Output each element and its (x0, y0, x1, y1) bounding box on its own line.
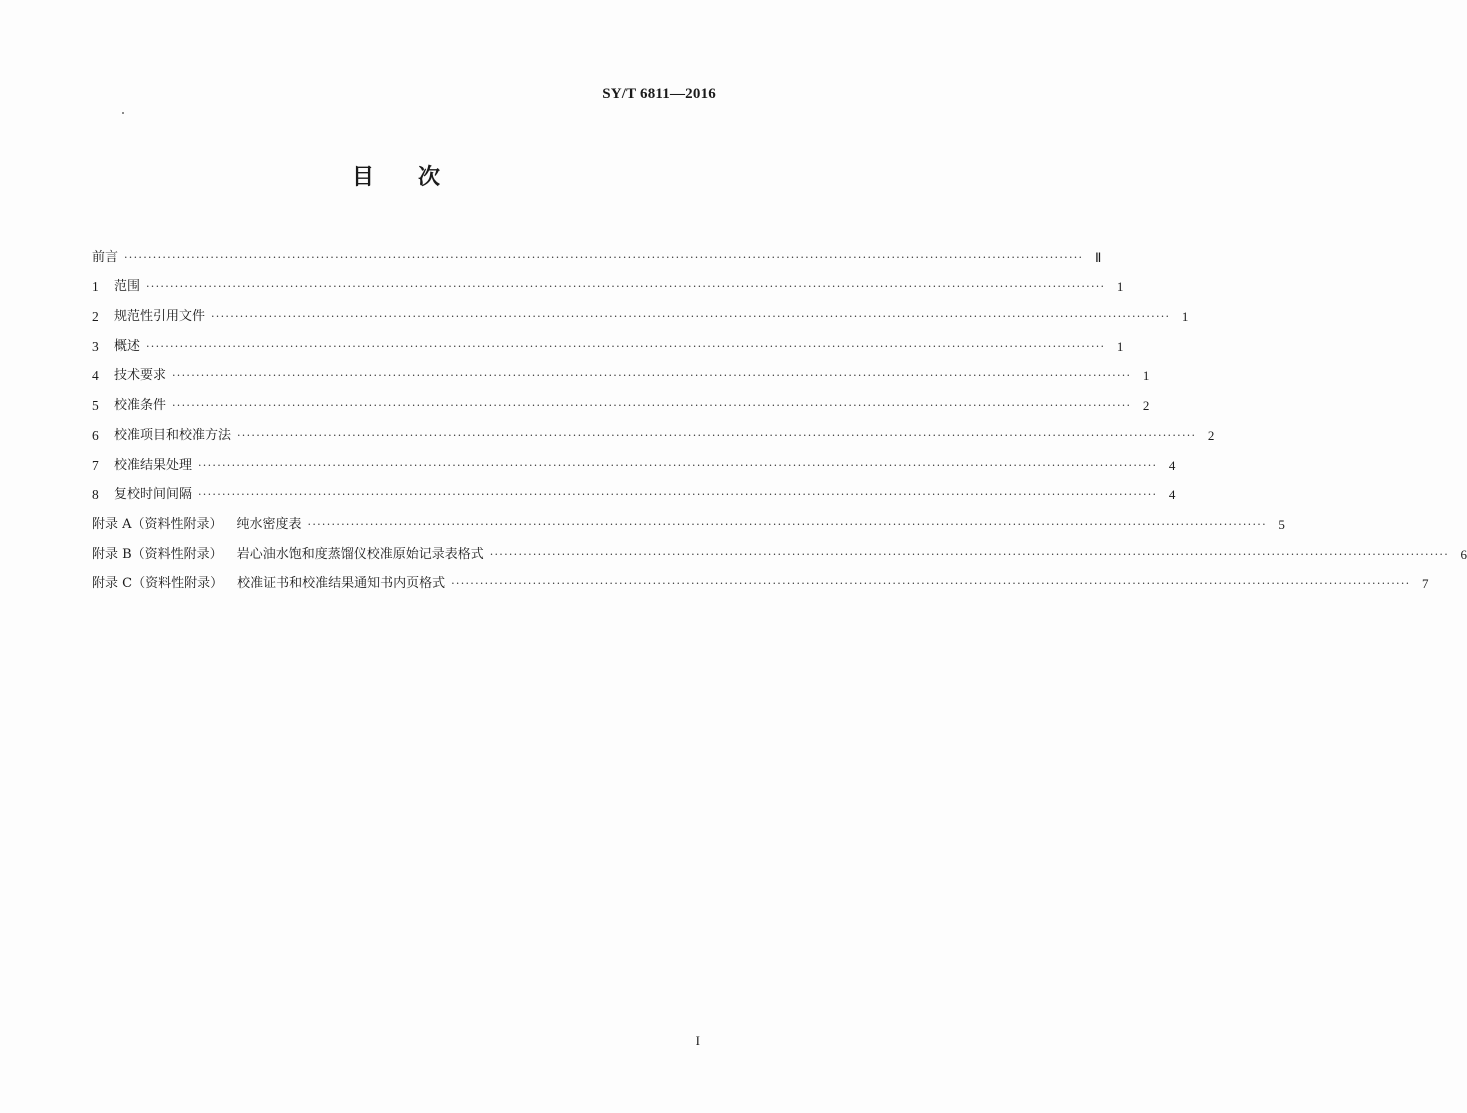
toc-appendix-b[interactable] (92, 533, 1467, 563)
toc-entry-7[interactable] (92, 444, 1176, 474)
toc-entry-2[interactable] (92, 295, 1189, 325)
toc-entry-number: 8 (92, 487, 99, 503)
toc-entry-number: 1 (92, 279, 99, 295)
toc-leader-dots: ........................................................................................................................................................................................................ (146, 336, 1106, 350)
toc-appendix-prefix: 附录 C（资料性附录） (92, 576, 224, 592)
toc-entry-label: 前言 (92, 249, 119, 265)
toc-entry-preface[interactable] (92, 236, 1102, 266)
toc-entry-4[interactable] (92, 355, 1150, 385)
toc-appendix-label: 岩心油水饱和度蒸馏仪校准原始记录表格式 (236, 546, 484, 562)
toc-entry-page: 4 (1168, 457, 1176, 473)
toc-entry-3[interactable] (92, 325, 1124, 355)
toc-appendix-label: 纯水密度表 (236, 516, 302, 532)
toc-leader-dots: ........................................................................................................................................................................................................ (198, 455, 1158, 469)
toc-leader-dots: ........................................................................................................................................................................................................ (451, 574, 1411, 588)
toc-entry-page: 1 (1116, 338, 1124, 354)
toc-leader-dots: ........................................................................................................................................................................................................ (237, 425, 1197, 439)
toc-entry-page: 1 (1142, 368, 1150, 384)
toc-leader-dots: ........................................................................................................................................................................................................ (172, 366, 1132, 380)
toc-entry-label: 校准条件 (114, 398, 167, 414)
toc-entry-label: 规范性引用文件 (114, 309, 206, 325)
toc-appendix-prefix: 附录 A（资料性附录） (92, 516, 223, 532)
toc-entry-label: 校准结果处理 (114, 457, 193, 473)
toc-entry-number: 7 (92, 457, 99, 473)
toc-entry-page: 2 (1142, 398, 1150, 414)
toc-entry-label: 复校时间间隔 (114, 487, 193, 503)
toc-appendix-page: 6 (1460, 546, 1467, 562)
toc-leader-dots: ........................................................................................................................................................................................................ (172, 396, 1132, 410)
toc-leader-dots: ........................................................................................................................................................................................................ (489, 544, 1450, 558)
page-title: 目次 (351, 165, 484, 190)
toc-entry-page: 1 (1116, 279, 1124, 295)
table-of-contents (92, 236, 1467, 592)
toc-leader-dots: ........................................................................................................................................................................................................ (124, 247, 1084, 261)
toc-entry-number: 2 (92, 309, 99, 325)
toc-entry-label: 技术要求 (114, 368, 167, 384)
toc-leader-dots: ........................................................................................................................................................................................................ (146, 277, 1106, 291)
toc-appendix-a[interactable] (92, 503, 1285, 533)
toc-entry-label: 概述 (114, 338, 141, 354)
toc-entry-page: 1 (1181, 309, 1189, 325)
toc-leader-dots: ........................................................................................................................................................................................................ (307, 514, 1267, 528)
toc-appendix-page: 5 (1278, 516, 1285, 532)
toc-appendix-prefix: 附录 B（资料性附录） (92, 546, 223, 562)
scan-speck (122, 112, 124, 114)
toc-entry-page: 4 (1168, 487, 1176, 503)
toc-appendix-label: 校准证书和校准结果通知书内页格式 (237, 576, 446, 592)
toc-appendix-c[interactable] (92, 563, 1429, 593)
toc-entry-6[interactable] (92, 414, 1215, 444)
toc-entry-page: 2 (1207, 427, 1215, 443)
toc-entry-8[interactable] (92, 474, 1176, 504)
page-number: I (695, 1033, 700, 1048)
toc-leader-dots: ........................................................................................................................................................................................................ (198, 485, 1158, 499)
toc-entry-label: 范围 (114, 279, 141, 295)
toc-entry-number: 5 (92, 398, 99, 414)
toc-entry-label: 校准项目和校准方法 (114, 427, 232, 443)
standard-code: SY/T 6811—2016 (602, 86, 716, 102)
toc-entry-number: 4 (92, 368, 99, 384)
toc-entry-5[interactable] (92, 384, 1150, 414)
toc-entry-page: Ⅱ (1094, 249, 1102, 265)
toc-leader-dots: ........................................................................................................................................................................................................ (211, 307, 1171, 321)
toc-appendix-page: 7 (1421, 576, 1429, 592)
toc-entry-number: 6 (92, 427, 99, 443)
toc-entry-number: 3 (92, 338, 99, 354)
toc-entry-1[interactable] (92, 266, 1124, 296)
